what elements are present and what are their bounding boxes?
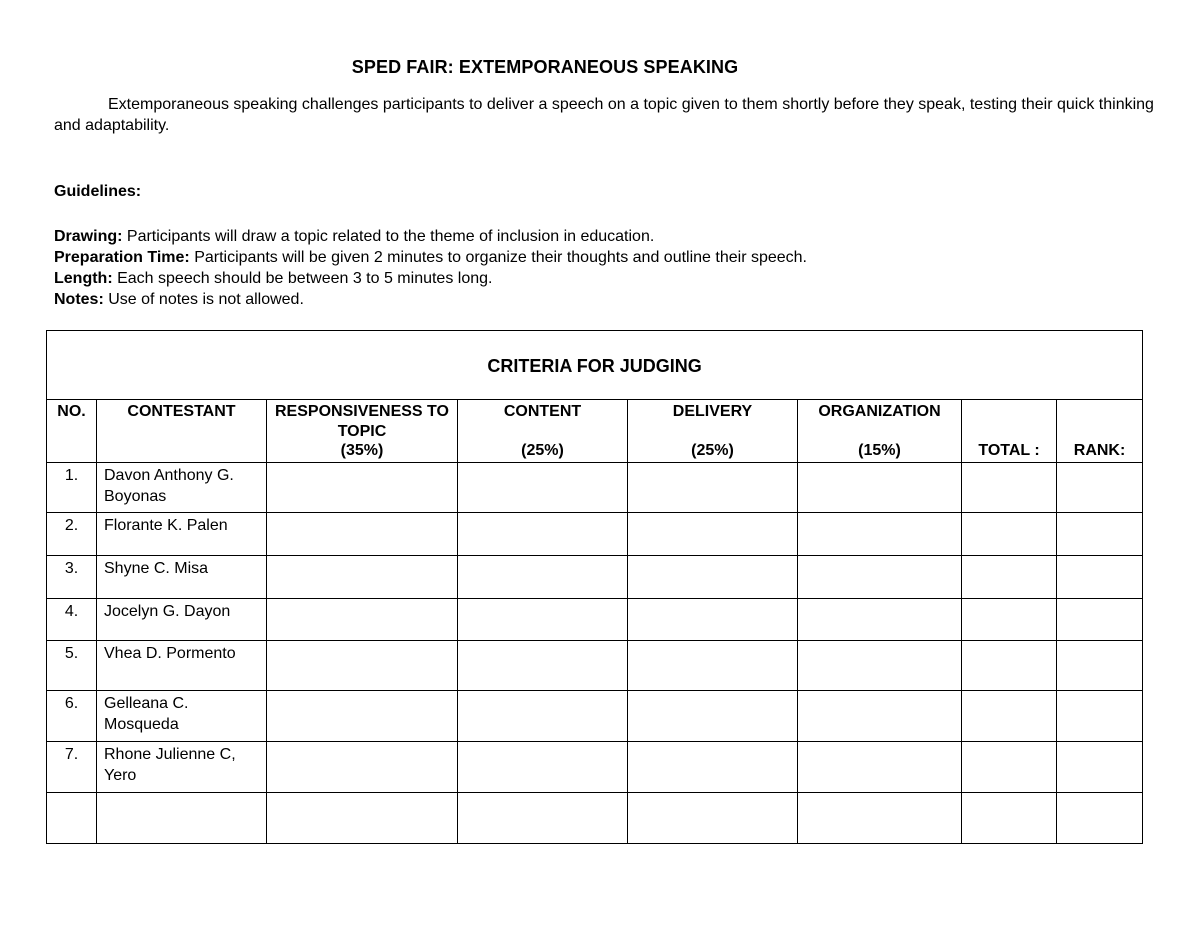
rank-cell[interactable]	[1057, 599, 1143, 641]
guideline-label: Notes:	[54, 291, 104, 308]
guideline-drawing	[54, 226, 807, 247]
document-title: SPED FAIR: EXTEMPORANEOUS SPEAKING	[351, 57, 739, 77]
rank-cell[interactable]	[1057, 641, 1143, 691]
score-content-cell[interactable]	[458, 599, 628, 641]
guideline-label: Preparation Time:	[54, 249, 190, 266]
table-row	[47, 793, 1143, 844]
header-no	[47, 400, 97, 463]
table-row	[47, 691, 1143, 742]
table-row	[47, 513, 1143, 556]
score-content-cell[interactable]	[458, 463, 628, 513]
guideline-text: Participants will be given 2 minutes to organize their thoughts and outline their speech.	[189, 249, 807, 266]
score-organization-cell[interactable]	[798, 793, 962, 844]
header-responsiveness	[267, 400, 458, 463]
score-organization-cell[interactable]	[798, 513, 962, 556]
table-row	[47, 641, 1143, 691]
row-number: 1.	[47, 463, 97, 513]
table-row	[47, 599, 1143, 641]
guideline-label: Length:	[54, 270, 113, 287]
score-organization-cell[interactable]	[798, 641, 962, 691]
score-organization-cell[interactable]	[798, 556, 962, 599]
header-delivery	[628, 400, 798, 463]
contestant-name: Florante K. Palen	[97, 513, 267, 556]
rank-cell[interactable]	[1057, 793, 1143, 844]
criteria-banner: CRITERIA FOR JUDGING	[47, 331, 1143, 400]
total-cell[interactable]	[962, 599, 1057, 641]
score-content-cell[interactable]	[458, 641, 628, 691]
score-delivery-cell[interactable]	[628, 599, 798, 641]
total-cell[interactable]	[962, 691, 1057, 742]
contestant-name: Rhone Julienne C, Yero	[97, 742, 267, 793]
header-responsiveness-label: RESPONSIVENESS TO TOPIC	[275, 403, 449, 440]
header-contestant	[97, 400, 267, 463]
score-delivery-cell[interactable]	[628, 641, 798, 691]
score-responsiveness-cell[interactable]	[267, 463, 458, 513]
header-rank	[1057, 400, 1143, 463]
contestant-name: Vhea D. Pormento	[97, 641, 267, 691]
score-delivery-cell[interactable]	[628, 742, 798, 793]
score-content-cell[interactable]	[458, 513, 628, 556]
guideline-text: Each speech should be between 3 to 5 minutes long.	[112, 270, 493, 287]
total-cell[interactable]	[962, 793, 1057, 844]
header-no-label: NO.	[57, 403, 86, 420]
header-organization-label: ORGANIZATION	[818, 403, 941, 420]
total-cell[interactable]	[962, 641, 1057, 691]
intro-text: Extemporaneous speaking challenges participants to deliver a speech on a topic given to them shortly before they speak, testing their quick thinking and adaptability.	[54, 96, 1154, 134]
total-cell[interactable]	[962, 742, 1057, 793]
contestant-name: Gelleana C. Mosqueda	[97, 691, 267, 742]
header-organization	[798, 400, 962, 463]
table-row	[47, 463, 1143, 513]
row-number: 3.	[47, 556, 97, 599]
total-cell[interactable]	[962, 513, 1057, 556]
score-responsiveness-cell[interactable]	[267, 691, 458, 742]
header-delivery-weight: (25%)	[691, 442, 734, 459]
rank-cell[interactable]	[1057, 691, 1143, 742]
contestant-name: Jocelyn G. Dayon	[97, 599, 267, 641]
rank-cell[interactable]	[1057, 742, 1143, 793]
criteria-table	[46, 330, 1143, 844]
guidelines-heading: Guidelines:	[54, 183, 142, 200]
score-organization-cell[interactable]	[798, 691, 962, 742]
score-organization-cell[interactable]	[798, 599, 962, 641]
score-responsiveness-cell[interactable]	[267, 513, 458, 556]
score-responsiveness-cell[interactable]	[267, 641, 458, 691]
total-cell[interactable]	[962, 463, 1057, 513]
contestant-name: Davon Anthony G. Boyonas	[97, 463, 267, 513]
header-content-weight: (25%)	[521, 442, 564, 459]
total-cell[interactable]	[962, 556, 1057, 599]
guideline-notes	[54, 289, 807, 310]
row-number: 2.	[47, 513, 97, 556]
score-delivery-cell[interactable]	[628, 513, 798, 556]
header-content-label: CONTENT	[503, 403, 582, 420]
header-total	[962, 400, 1057, 463]
score-content-cell[interactable]	[458, 793, 628, 844]
table-row	[47, 556, 1143, 599]
guideline-length	[54, 268, 807, 289]
contestant-name	[97, 793, 267, 844]
score-delivery-cell[interactable]	[628, 793, 798, 844]
rank-cell[interactable]	[1057, 463, 1143, 513]
contestant-name: Shyne C. Misa	[97, 556, 267, 599]
guidelines-list	[54, 226, 807, 310]
intro-paragraph	[54, 94, 1154, 136]
rank-cell[interactable]	[1057, 556, 1143, 599]
score-content-cell[interactable]	[458, 556, 628, 599]
score-organization-cell[interactable]	[798, 742, 962, 793]
header-contestant-label: CONTESTANT	[127, 403, 236, 420]
score-responsiveness-cell[interactable]	[267, 793, 458, 844]
guideline-preparation-time	[54, 247, 807, 268]
row-number: 4.	[47, 599, 97, 641]
header-delivery-label: DELIVERY	[672, 403, 753, 420]
header-content	[458, 400, 628, 463]
guideline-text: Use of notes is not allowed.	[103, 291, 304, 308]
score-delivery-cell[interactable]	[628, 463, 798, 513]
guideline-label: Drawing:	[54, 228, 123, 245]
row-number: 6.	[47, 691, 97, 742]
score-content-cell[interactable]	[458, 742, 628, 793]
table-row	[47, 742, 1143, 793]
score-responsiveness-cell[interactable]	[267, 599, 458, 641]
row-number: 7.	[47, 742, 97, 793]
score-delivery-cell[interactable]	[628, 556, 798, 599]
header-organization-weight: (15%)	[858, 442, 901, 459]
score-content-cell[interactable]	[458, 691, 628, 742]
row-number: 5.	[47, 641, 97, 691]
score-responsiveness-cell[interactable]	[267, 556, 458, 599]
rank-cell[interactable]	[1057, 513, 1143, 556]
score-delivery-cell[interactable]	[628, 691, 798, 742]
header-rank-label: RANK:	[1073, 442, 1126, 459]
guideline-text: Participants will draw a topic related to the theme of inclusion in education.	[122, 228, 655, 245]
row-number	[47, 793, 97, 844]
header-total-label: TOTAL :	[978, 442, 1040, 459]
header-responsiveness-weight: (35%)	[340, 442, 384, 459]
score-responsiveness-cell[interactable]	[267, 742, 458, 793]
score-organization-cell[interactable]	[798, 463, 962, 513]
